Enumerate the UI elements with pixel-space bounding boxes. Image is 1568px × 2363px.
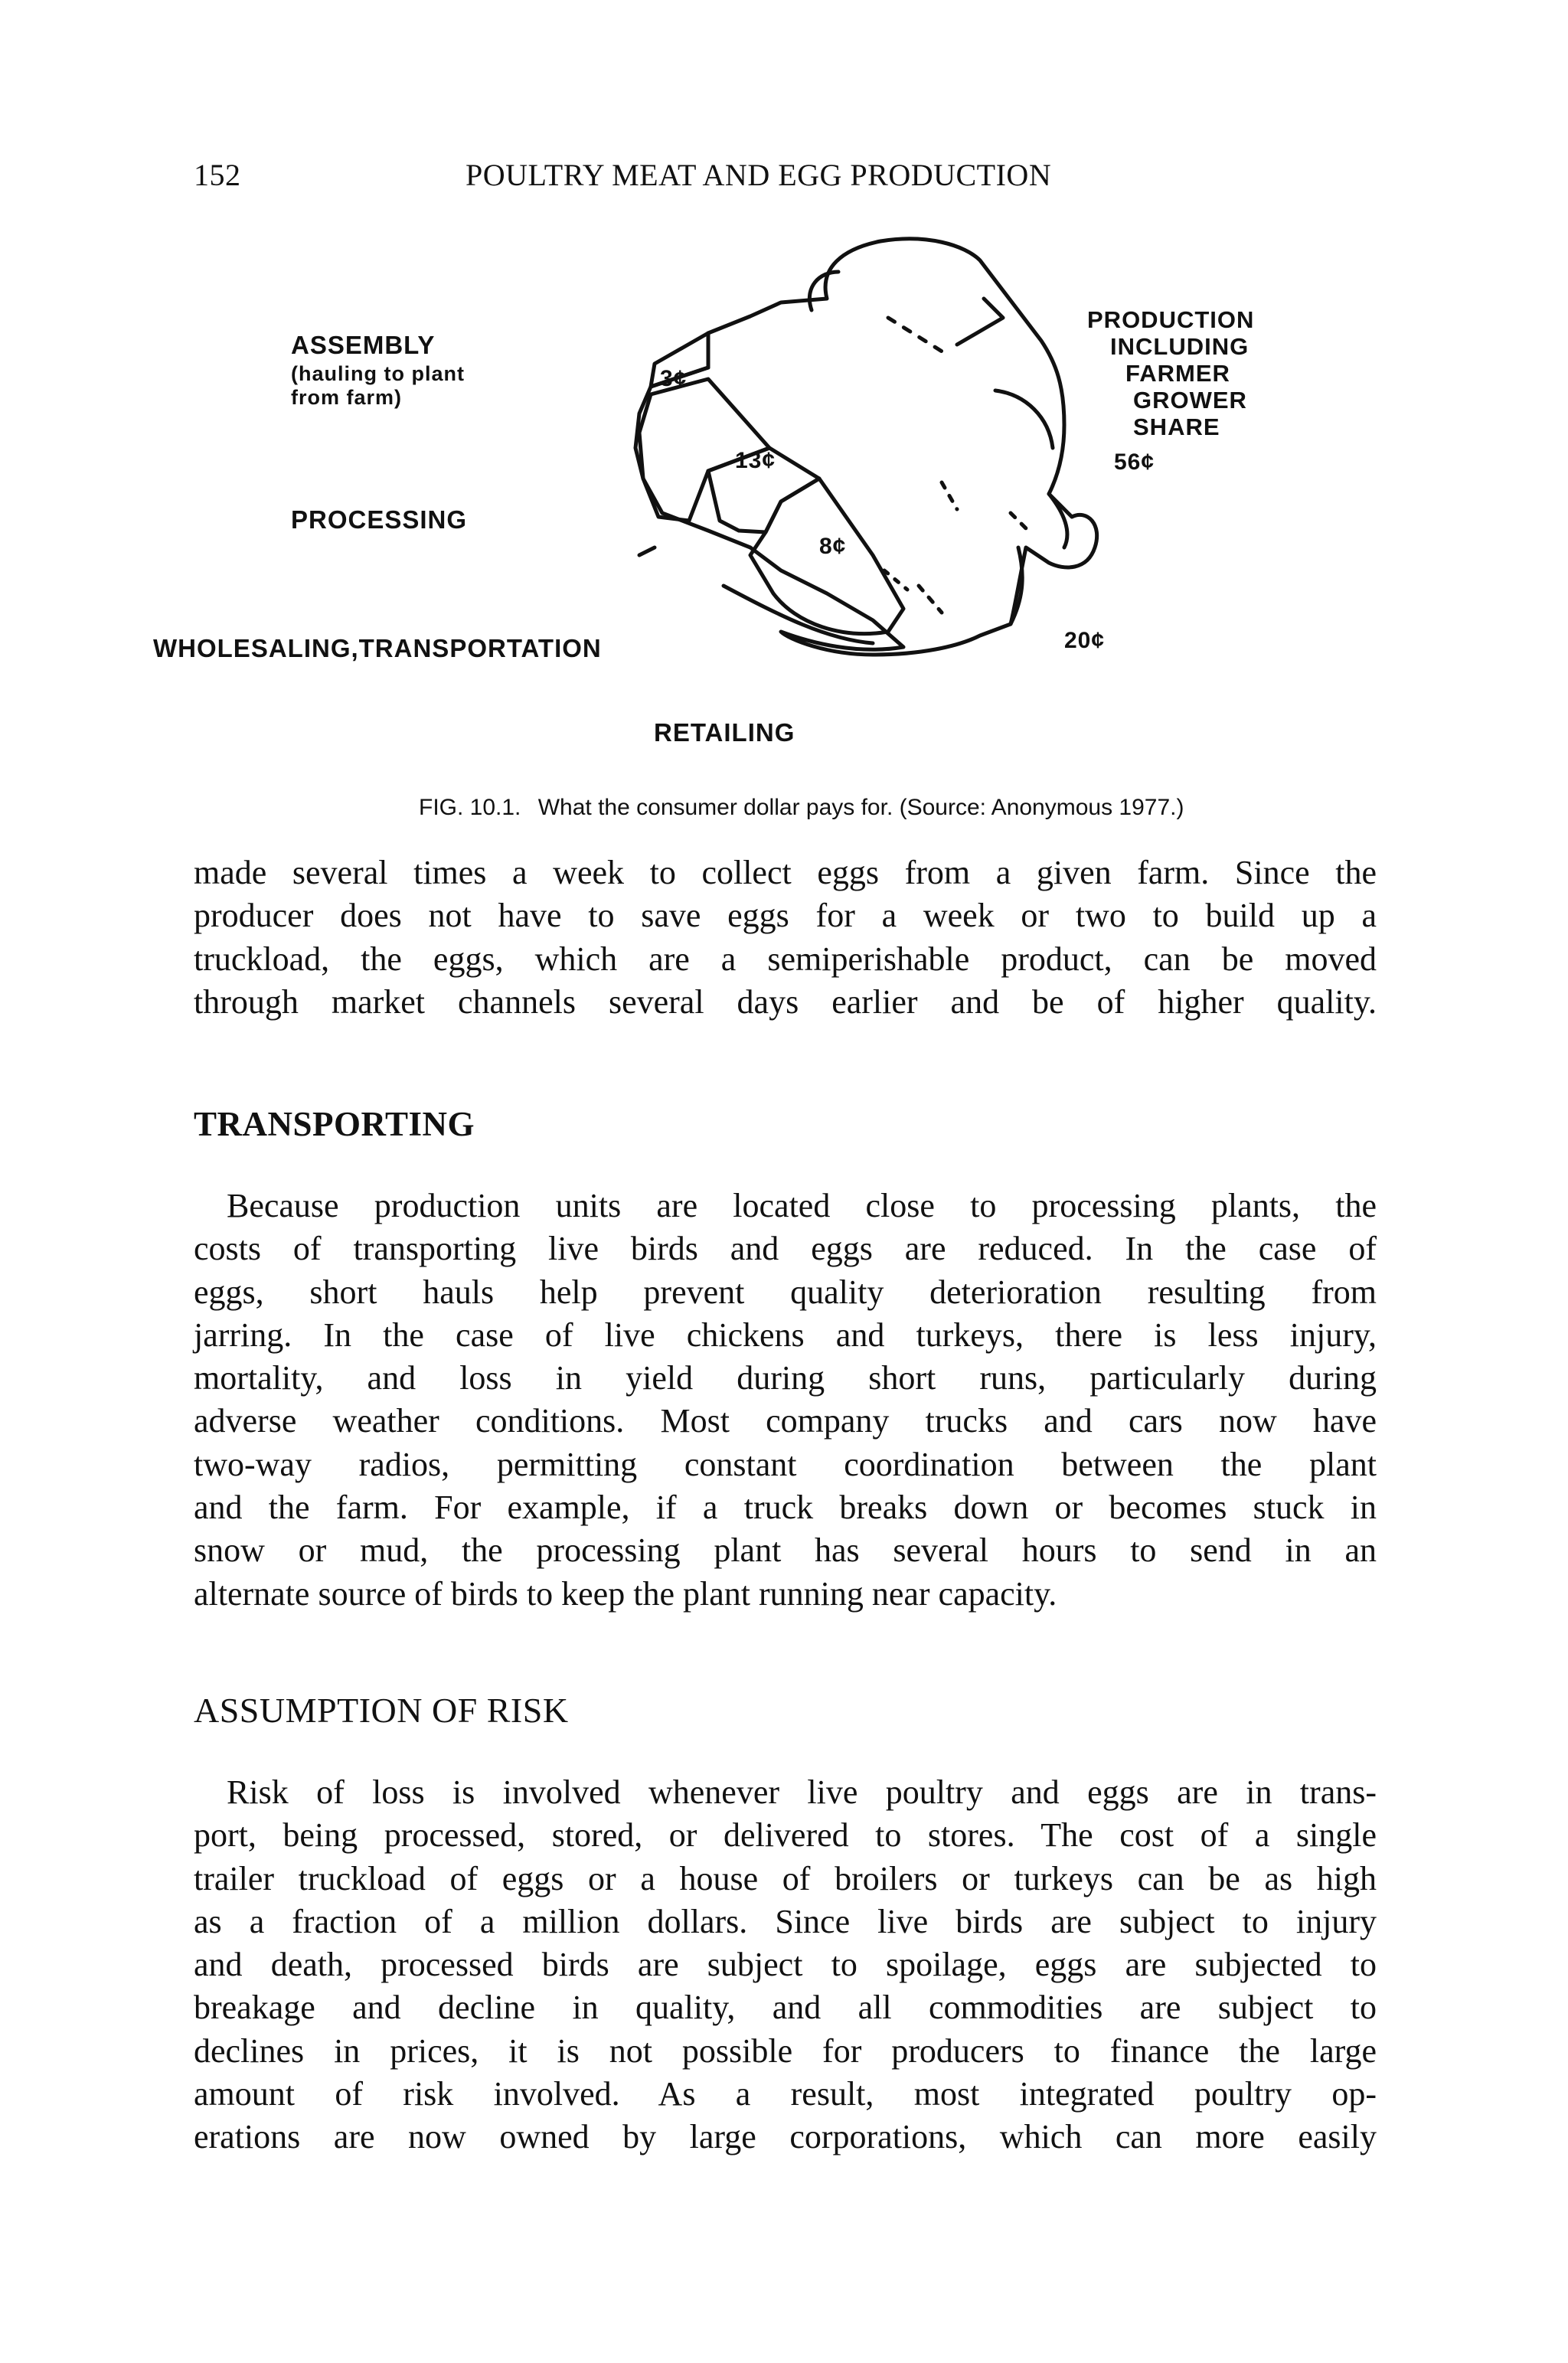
label-retailing: RETAILING	[654, 718, 795, 747]
text-line: snow or mud, the processing plant has several hours to send in an	[194, 1531, 1377, 1570]
pointer-grower	[995, 391, 1053, 448]
paragraph-risk	[194, 1771, 1377, 2159]
label-processing: PROCESSING	[291, 505, 468, 534]
value-wholesaling: 8¢	[819, 534, 847, 559]
label-wholesaling: WHOLESALING,TRANSPORTATION	[153, 634, 602, 662]
text-line: adverse weather conditions. Most company trucks and cars now have	[194, 1402, 1377, 1440]
label-assembly-note: (hauling to plant from farm)	[291, 362, 465, 409]
section-heading-risk: ASSUMPTION OF RISK	[194, 1691, 569, 1730]
text-line: and the farm. For example, if a truck breaks down or becomes stuck in	[194, 1489, 1377, 1527]
label-assembly: ASSEMBLY	[291, 331, 436, 359]
value-assembly: 3¢	[660, 366, 688, 391]
text-line: alternate source of birds to keep the plant running near capacity.	[194, 1574, 1057, 1613]
text-line: Risk of loss is involved whenever live poultry and eggs are in trans-	[227, 1773, 1377, 1811]
running-title: POULTRY MEAT AND EGG PRODUCTION	[466, 158, 1052, 192]
paragraph-transporting	[194, 1185, 1377, 1616]
label-production-line3: FARMER	[1125, 360, 1230, 387]
turkey-outline	[635, 239, 1097, 655]
text-line: made several times a week to collect eggs from a given farm. Since the	[194, 854, 1377, 891]
text-line: and death, processed birds are subject to spoilage, eggs are subjected to	[194, 1946, 1377, 1984]
value-retailing: 20¢	[1064, 628, 1106, 653]
text-line: amount of risk involved. As a result, most integrated poultry op-	[194, 2075, 1377, 2113]
label-production-line2: INCLUDING	[1110, 333, 1250, 360]
text-line: trailer truckload of eggs or a house of broilers or turkeys can be as high	[194, 1859, 1377, 1897]
value-processing: 13¢	[735, 448, 776, 473]
text-line: jarring. In the case of live chickens and turkeys, there is less injury,	[194, 1316, 1377, 1354]
value-production: 56¢	[1114, 449, 1155, 475]
pointer-wholesaling	[639, 547, 655, 555]
figure-caption-text: What the consumer dollar pays for. (Source: Anonymous 1977.)	[537, 795, 1184, 820]
text-line: declines in prices, it is not possible for producers to finance the large	[194, 2031, 1377, 2070]
text-line: truckload, the eggs, which are a semiperishable product, can be moved	[194, 940, 1377, 978]
text-line: mortality, and loss in yield during short runs, particularly during	[194, 1359, 1377, 1397]
text-line: two-way radios, permitting constant coordination between the plant	[194, 1445, 1377, 1483]
turkey-leg	[1011, 494, 1067, 624]
text-line: producer does not have to save eggs for a week or two to build up a	[194, 897, 1377, 935]
figure-consumer-dollar	[153, 226, 1286, 777]
label-production	[1087, 306, 1254, 440]
figure-number: FIG. 10.1.	[419, 795, 521, 820]
text-line: through market channels several days earlier and be of higher quality.	[194, 982, 1377, 1021]
divider-top	[888, 318, 949, 356]
label-production-line1: PRODUCTION	[1087, 306, 1255, 333]
label-production-line4: GROWER	[1133, 387, 1247, 413]
divider-bottom	[919, 586, 942, 613]
text-line: as a fraction of a million dollars. Since live birds are subject to injury	[194, 1902, 1377, 1940]
paragraph-intro	[194, 851, 1377, 1024]
text-line: port, being processed, stored, or delivered to stores. The cost of a single	[194, 1816, 1377, 1855]
text-line: eggs, short hauls help prevent quality deterioration resulting from	[194, 1273, 1377, 1311]
text-line: costs of transporting live birds and eggs are reduced. In the case of	[194, 1230, 1377, 1268]
divider-right	[1011, 513, 1030, 532]
pointer-production	[957, 299, 1003, 345]
text-line: erations are now owned by large corporations, which can more easily	[194, 2118, 1377, 2156]
page-number: 152	[194, 158, 241, 192]
figure-caption	[419, 795, 1184, 821]
label-production-line5: SHARE	[1133, 413, 1220, 440]
text-line: Because production units are located close to processing plants, the	[227, 1187, 1377, 1224]
text-line: breakage and decline in quality, and all commodities are subject to	[194, 1989, 1377, 2027]
section-heading-transporting: TRANSPORTING	[194, 1105, 475, 1143]
divider-mid	[942, 482, 957, 509]
